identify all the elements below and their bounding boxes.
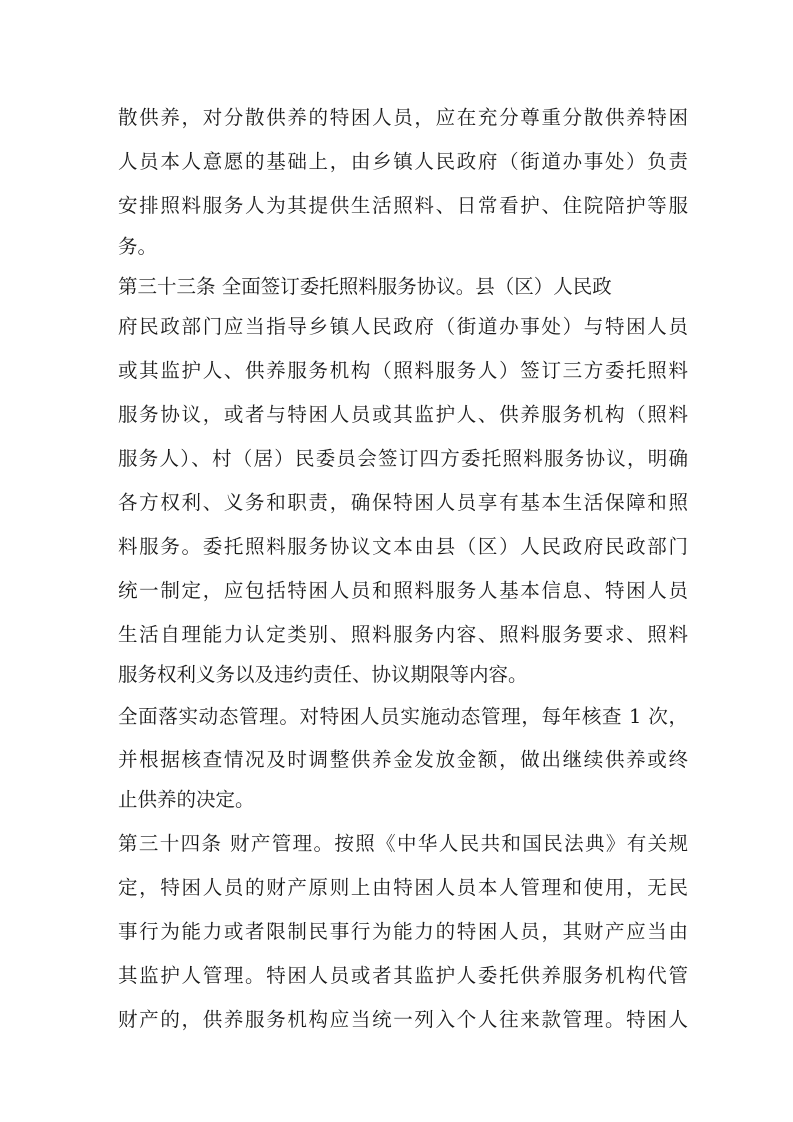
text-line: 生活自理能力认定类别、照料服务内容、照料服务要求、照料	[118, 623, 688, 646]
text-line: 定，特困人员的财产原则上由特困人员本人管理和使用，无民	[118, 876, 688, 899]
text-line: 服务人）、村（居）民委员会签订四方委托照料服务协议，明确	[118, 447, 688, 470]
text-line: 安排照料服务人为其提供生活照料、日常看护、住院陪护等服	[118, 194, 688, 217]
text-line: 料服务。委托照料服务协议文本由县（区）人民政府民政部门	[118, 535, 688, 558]
text-line: 或其监护人、供养服务机构（照料服务人）签订三方委托照料	[118, 359, 688, 382]
text-line: 全面落实动态管理。对特困人员实施动态管理，每年核查 1 次，	[118, 705, 688, 728]
text-line: 府民政部门应当指导乡镇人民政府（街道办事处）与特困人员	[118, 315, 688, 338]
text-line: 务。	[118, 235, 158, 258]
text-line: 人员本人意愿的基础上，由乡镇人民政府（街道办事处）负责	[118, 150, 688, 173]
text-line: 服务协议，或者与特困人员或其监护人、供养服务机构（照料	[118, 403, 688, 426]
text-line: 统一制定，应包括特困人员和照料服务人基本信息、特困人员	[118, 579, 688, 602]
text-line: 并根据核查情况及时调整供养金发放金额，做出继续供养或终	[118, 748, 688, 771]
text-line: 各方权利、义务和职责，确保特困人员享有基本生活保障和照	[118, 491, 688, 514]
article-heading-line: 第三十四条 财产管理。按照《中华人民共和国民法典》有关规	[118, 832, 688, 855]
article-heading-line: 第三十三条 全面签订委托照料服务协议。县（区）人民政	[118, 275, 612, 298]
text-line: 财产的，供养服务机构应当统一列入个人往来款管理。特困人	[118, 1008, 688, 1031]
text-line: 其监护人管理。特困人员或者其监护人委托供养服务机构代管	[118, 964, 688, 987]
text-line: 事行为能力或者限制民事行为能力的特困人员，其财产应当由	[118, 920, 688, 943]
text-line: 服务权利义务以及违约责任、协议期限等内容。	[118, 663, 528, 686]
text-line: 止供养的决定。	[118, 788, 255, 811]
text-line: 散供养，对分散供养的特困人员，应在充分尊重分散供养特困	[118, 106, 688, 129]
